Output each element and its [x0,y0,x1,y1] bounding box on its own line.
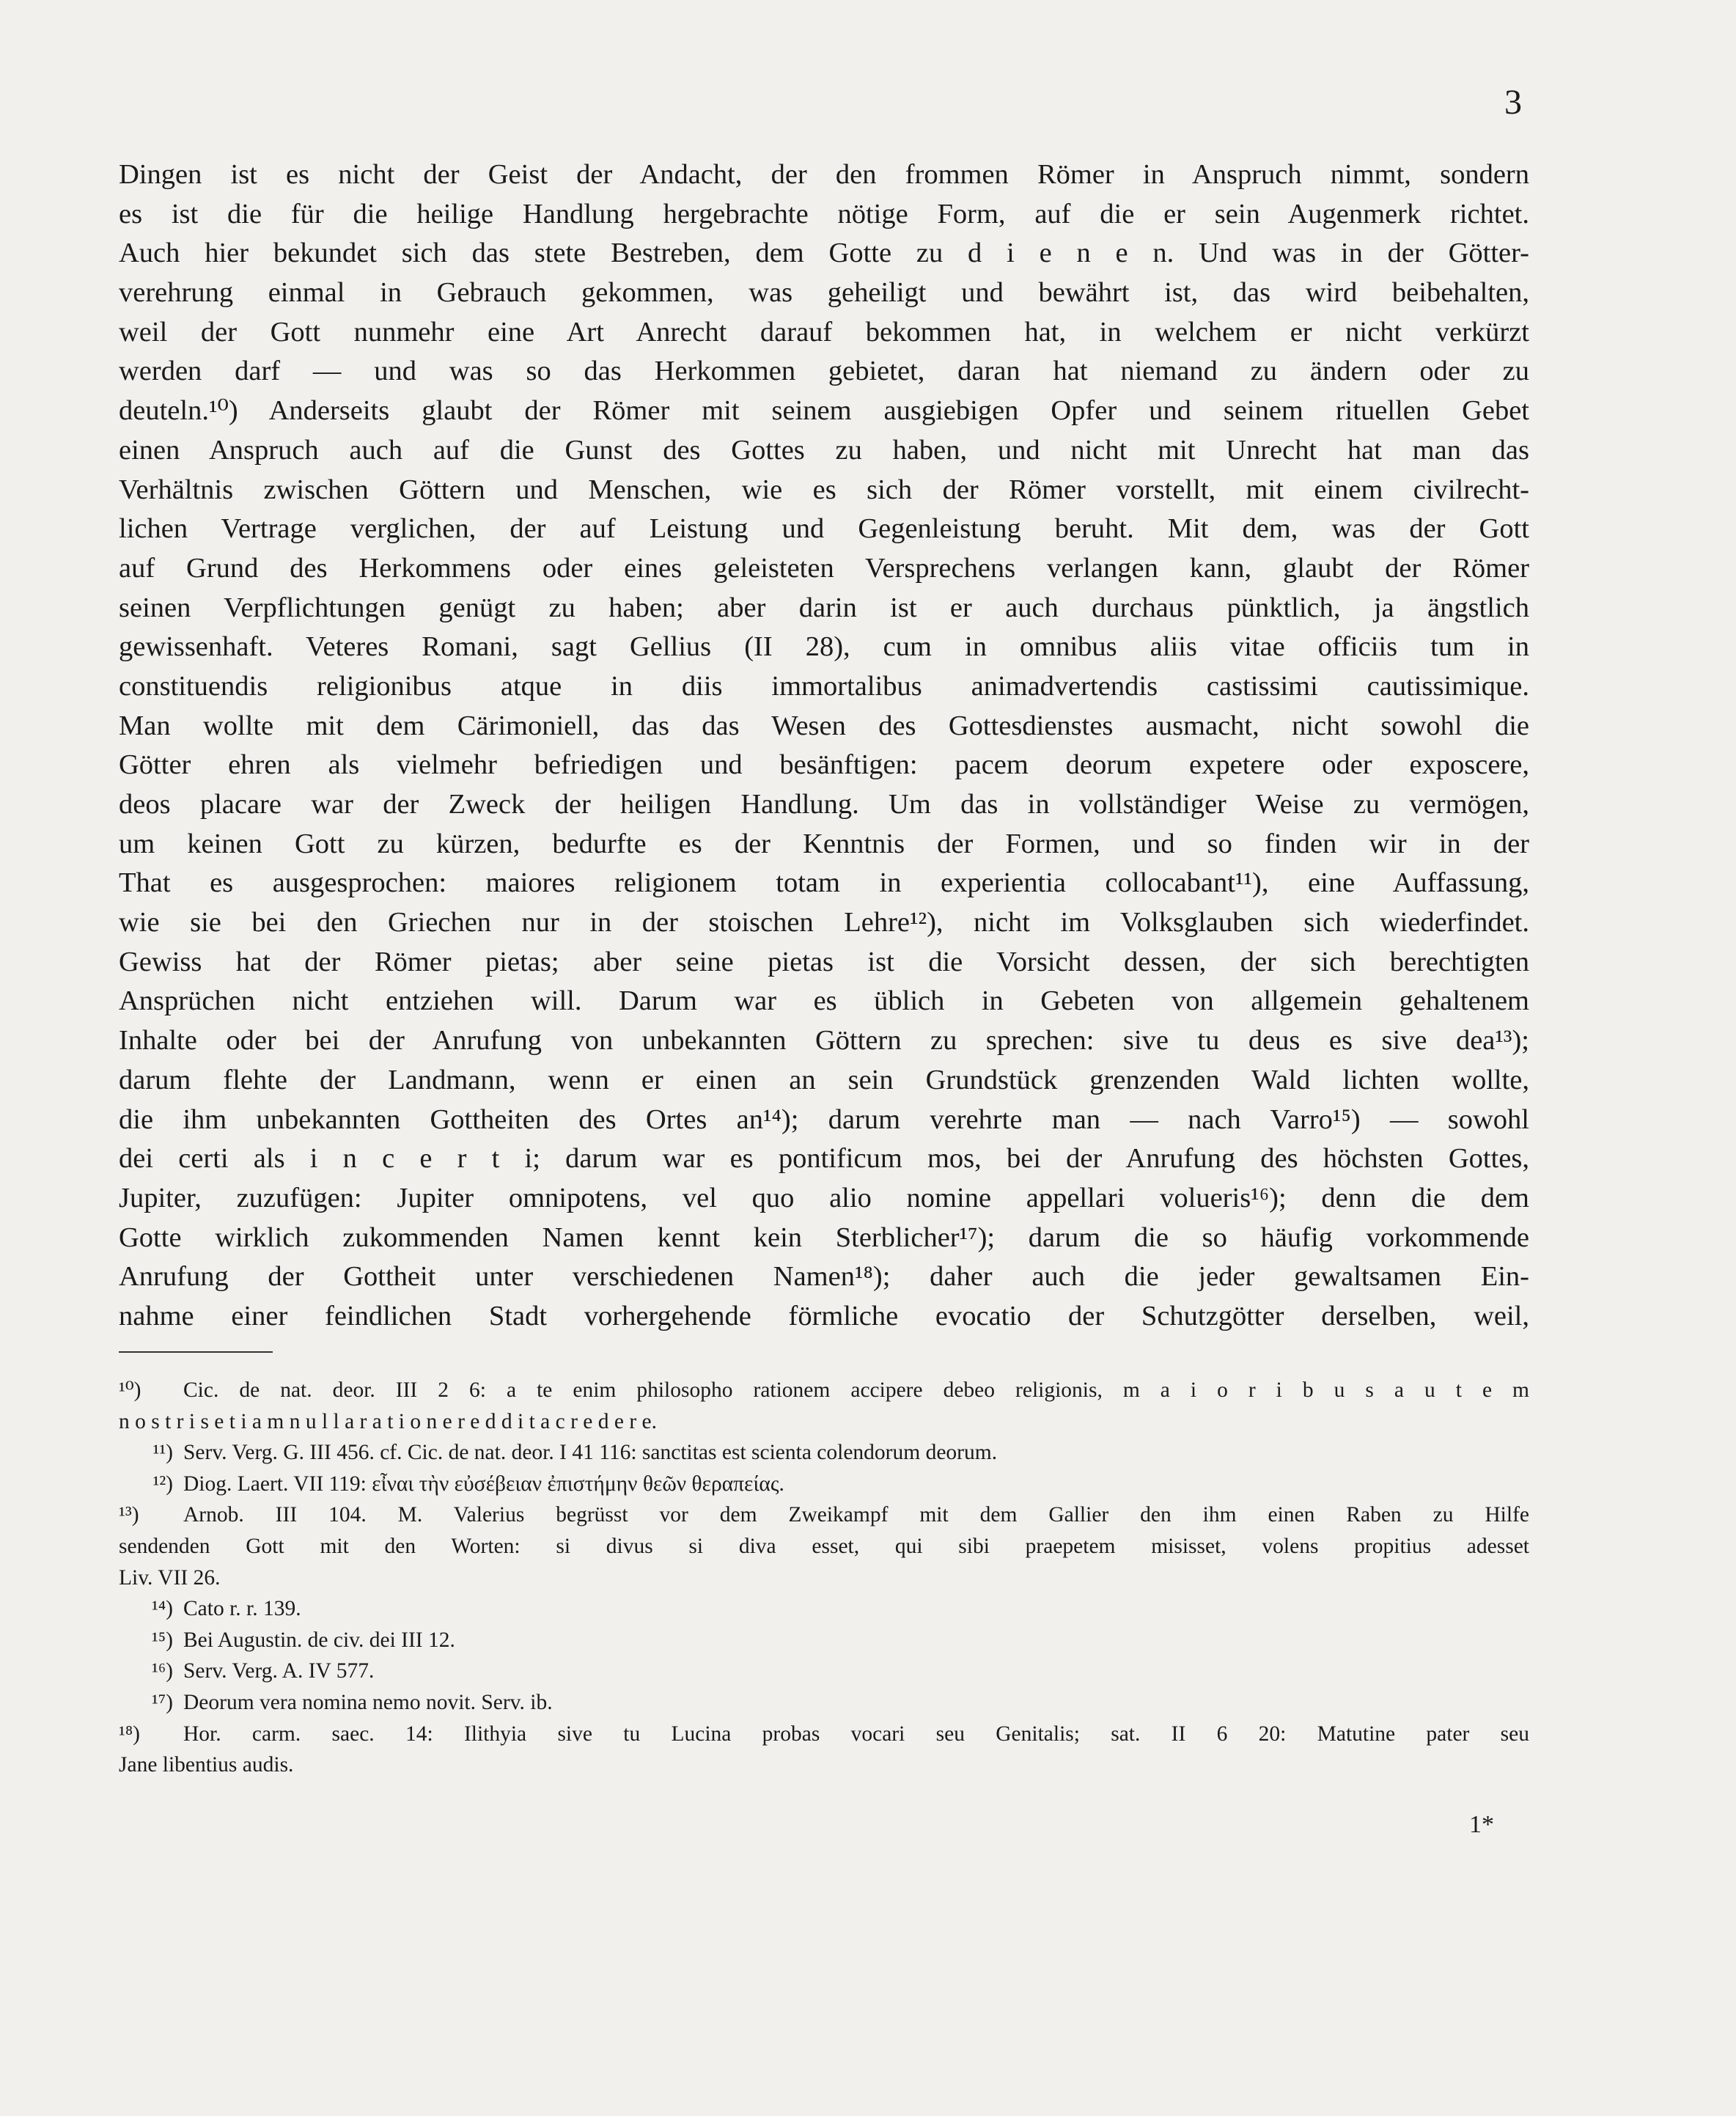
footnote-continuation [119,1406,1529,1438]
footnote-text: n o s t r i s e t i a m n u l l a r a t i o n e r e d d i t a c r e d e r e. [119,1409,658,1433]
footnote-text: Bei Augustin. de civ. dei III 12. [183,1628,455,1652]
footnote-text: Arnob. III 104. M. Valerius begrüsst vor dem Zweikampf mit dem Gallier den ihm einen Raben zu Hilfe [183,1503,1529,1527]
body-line: es ist die für die heilige Handlung hergebrachte nötige Form, auf die er sein Augenmerk richtet. [119,198,1529,229]
footnote [119,1656,1529,1687]
body-line: Gotte wirklich zukommenden Namen kennt kein Sterblicher¹⁷); darum die so häufig vorkommende [119,1222,1529,1253]
body-line: dei certi als i n c e r t i; darum war es pontificum mos, bei der Anrufung des höchsten Gottes, [119,1143,1529,1175]
footnote-text: Serv. Verg. A. IV 577. [183,1659,375,1683]
footnote-text: Serv. Verg. G. III 456. cf. Cic. de nat. deor. I 41 116: sanctitas est scienta colendorum deorum. [183,1441,998,1465]
footnote-marker: ¹⁸) [119,1722,140,1746]
body-line: einen Anspruch auch auf die Gunst des Gottes zu haben, und nicht mit Unrecht hat man das [119,434,1529,466]
footnote-marker: ¹⁵) [152,1628,173,1652]
body-line: die ihm unbekannten Gottheiten des Ortes an¹⁴); darum verehrte man — nach Varro¹⁵) — sowohl [119,1103,1529,1135]
footnote-continuation [119,1749,1529,1781]
body-line: nahme einer feindlichen Stadt vorhergehende förmliche evocatio der Schutzgötter derselben, weil, [119,1300,1529,1331]
body-line: Verhältnis zwischen Göttern und Menschen, wie es sich der Römer vorstellt, mit einem civilrecht- [119,474,1529,505]
footnote-marker: ¹⁷) [152,1690,173,1714]
footnote-marker: ¹³) [119,1503,139,1527]
body-line: werden darf — und was so das Herkommen gebietet, daran hat niemand zu ändern oder zu [119,356,1529,387]
body-line: Man wollte mit dem Cärimoniell, das das Wesen des Gottesdienstes ausmacht, nicht sowohl die [119,710,1529,741]
footnote-text: Deorum vera nomina nemo novit. Serv. ib. [183,1690,553,1714]
footnote-text: Hor. carm. saec. 14: Ilithyia sive tu Lucina probas vocari seu Genitalis; sat. II 6 20: Matutine pater seu [183,1722,1529,1746]
body-line: That es ausgesprochen: maiores religionem totam in experientia collocabant¹¹), eine Auffassung, [119,867,1529,899]
body-line: Ansprüchen nicht entziehen will. Darum war es üblich in Gebeten von allgemein gehaltenem [119,985,1529,1017]
footnote-continuation [119,1562,1529,1594]
footnote [119,1593,1529,1625]
footnote [119,1687,1529,1719]
body-line: wie sie bei den Griechen nur in der stoischen Lehre¹²), nicht im Volksglauben sich wiederfindet. [119,907,1529,938]
footnote [119,1437,1529,1469]
body-line: weil der Gott nunmehr eine Art Anrecht darauf bekommen hat, in welchem er nicht verkürzt [119,316,1529,348]
footnote-marker: ¹⁰) [119,1378,141,1402]
body-line: um keinen Gott zu kürzen, bedurfte es der Kenntnis der Formen, und so finden wir in der [119,828,1529,859]
body-line: auf Grund des Herkommens oder eines geleisteten Versprechens verlangen kann, glaubt der Römer [119,552,1529,584]
footnote-text: Cic. de nat. deor. III 2 6: a te enim philosopho rationem accipere debeo religionis, m a i o r i b u s a u t e m [183,1378,1529,1402]
body-line: Jupiter, zuzufügen: Jupiter omnipotens, vel quo alio nomine appellari volueris¹⁶); denn die dem [119,1182,1529,1213]
footnote-marker: ¹⁶) [152,1659,173,1683]
body-text [119,155,1529,1337]
footnote-text: Diog. Laert. VII 119: εἶναι τὴν εὐσέβειαν ἐπιστήμην θεῶν θεραπείας. [183,1472,784,1496]
footnote-marker: ¹²) [152,1472,173,1496]
body-line: deuteln.¹⁰) Anderseits glaubt der Römer mit seinem ausgiebigen Opfer und seinem rituellen Gebet [119,395,1529,427]
footnote-text: Liv. VII 26. [119,1565,221,1590]
footnote-text: Cato r. r. 139. [183,1597,301,1621]
body-line: constituendis religionibus atque in diis immortalibus animadvertendis castissimi cautissimique. [119,670,1529,702]
page-number: 3 [1504,83,1522,122]
footnote [119,1625,1529,1656]
signature-mark: 1* [1469,1811,1494,1838]
footnote [119,1469,1529,1500]
footnote-text: Jane libentius audis. [119,1753,294,1777]
footnote-text: sendenden Gott mit den Worten: si divus si diva esset, qui sibi praepetem misisset, volens propitius adesset [119,1534,1529,1558]
footnotes [119,1375,1529,1781]
body-line: verehrung einmal in Gebrauch gekommen, was geheiligt und bewährt ist, das wird beibehalten, [119,277,1529,309]
footnote [119,1375,1529,1406]
footnote-marker: ¹⁴) [152,1597,173,1621]
body-line: deos placare war der Zweck der heiligen Handlung. Um das in vollständiger Weise zu vermögen, [119,789,1529,820]
footnote-rule [119,1351,273,1353]
footnote-marker: ¹¹) [152,1441,173,1465]
body-line: lichen Vertrage verglichen, der auf Leistung und Gegenleistung beruht. Mit dem, was der Gott [119,513,1529,545]
footnote-continuation [119,1531,1529,1562]
body-line: Dingen ist es nicht der Geist der Andacht, der den frommen Römer in Anspruch nimmt, sondern [119,159,1529,190]
body-line: Auch hier bekundet sich das stete Bestreben, dem Gotte zu d i e n e n. Und was in der Götter- [119,238,1529,269]
footnote [119,1719,1529,1750]
body-line: Gewiss hat der Römer pietas; aber seine pietas ist die Vorsicht dessen, der sich berechtigten [119,946,1529,977]
body-line: Anrufung der Gottheit unter verschiedenen Namen¹⁸); daher auch die jeder gewaltsamen Ein- [119,1261,1529,1293]
footnote [119,1499,1529,1531]
body-line: darum flehte der Landmann, wenn er einen an sein Grundstück grenzenden Wald lichten wollte, [119,1064,1529,1095]
body-line: Inhalte oder bei der Anrufung von unbekannten Göttern zu sprechen: sive tu deus es sive dea¹³); [119,1025,1529,1057]
body-line: Götter ehren als vielmehr befriedigen und besänftigen: pacem deorum expetere oder exposcere, [119,749,1529,781]
body-line: seinen Verpflichtungen genügt zu haben; aber darin ist er auch durchaus pünktlich, ja ängstlich [119,592,1529,623]
body-line: gewissenhaft. Veteres Romani, sagt Gellius (II 28), cum in omnibus aliis vitae officiis tum in [119,631,1529,663]
